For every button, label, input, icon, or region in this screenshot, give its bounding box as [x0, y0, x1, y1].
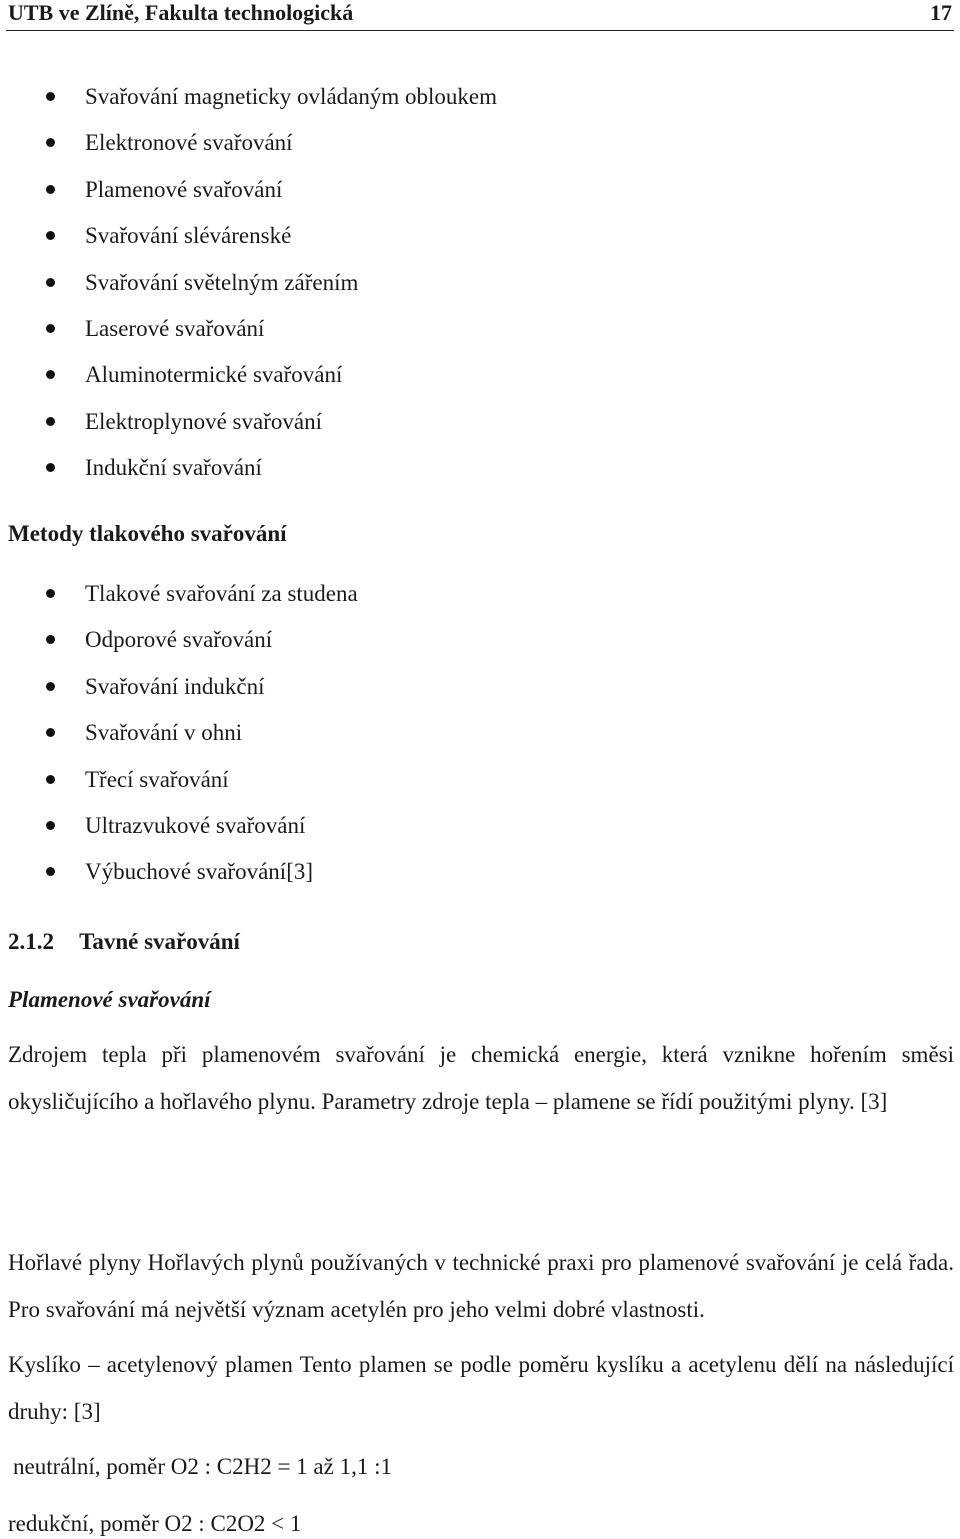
list-item-text: Výbuchové svařování[3]: [85, 859, 314, 885]
bullet-icon: [46, 775, 55, 784]
bullet-icon: [46, 728, 55, 737]
bullet-icon: [46, 324, 55, 333]
bullet-icon: [46, 138, 55, 147]
document-header-title: UTB ve Zlíně, Fakulta technologická: [8, 0, 354, 25]
bullet-icon: [46, 278, 55, 287]
bullet-icon: [46, 821, 55, 830]
list-item-text: Svařování indukční: [85, 673, 265, 699]
list-item: [0, 175, 960, 221]
section-heading: [8, 929, 240, 955]
list-item: [0, 857, 960, 903]
bullet-icon: [46, 185, 55, 194]
paragraph-combustible-gases: Hořlavé plyny Hořlavých plynů používaných v technické praxi pro plamenové svařování je celá řada. Pro svařování má největší význam acetylén pro jeho velmi dobré vlastnosti.: [8, 1250, 954, 1322]
paragraph-oxy-acetylene-flame: Kyslíko – acetylenový plamen Tento plamen se podle poměru kyslíku a acetylenu dělí na následující druhy: [3]: [8, 1352, 954, 1424]
bullet-icon: [46, 231, 55, 240]
list-item-text: Tlakové svařování za studena: [85, 581, 358, 606]
list-item-text: Elektroplynové svařování: [85, 408, 322, 434]
list-item: [0, 82, 960, 128]
list-item: [0, 221, 960, 267]
bullet-icon: [46, 635, 55, 644]
reducing-flame-line: redukční, poměr O2 : C2O2 < 1: [8, 1511, 302, 1536]
bullet-icon: [46, 589, 55, 598]
list-item: [0, 314, 960, 360]
list-item: [0, 718, 960, 764]
list-item-text: Ultrazvukové svařování: [85, 812, 306, 838]
list-item: [0, 672, 960, 718]
list-item-text: Svařování v ohni: [85, 720, 243, 746]
neutral-flame-line: neutrální, poměr O2 : C2H2 = 1 až 1,1 :1: [13, 1454, 392, 1479]
section-number: 2.1.2: [8, 929, 54, 954]
bullet-icon: [46, 867, 55, 876]
pressure-welding-heading: Metody tlakového svařování: [8, 521, 287, 546]
list-item: [0, 407, 960, 453]
list-item-text: Aluminotermické svařování: [85, 362, 343, 388]
list-item-text: Svařování světelným zářením: [85, 269, 359, 295]
list-item: [0, 268, 960, 314]
fusion-methods-list: [0, 82, 960, 500]
page-number: 17: [930, 0, 952, 25]
list-item-text: Odporové svařování: [85, 627, 273, 653]
list-item-text: Elektronové svařování: [85, 130, 293, 156]
bullet-icon: [46, 682, 55, 691]
list-item-text: Indukční svařování: [85, 455, 262, 481]
paragraph-heat-source: Zdrojem tepla při plamenovém svařování je chemická energie, která vznikne hořením směsi okysličujícího a hořlavého plynu. Parametry zdroje tepla – plamene se řídí použitými plyny. [3]: [8, 1042, 954, 1114]
list-item-text: Třecí svařování: [85, 766, 229, 792]
list-item-text: Svařování slévárenské: [85, 223, 292, 249]
list-item-text: Plamenové svařování: [85, 176, 283, 202]
bullet-icon: [46, 92, 55, 101]
subsection-heading: Plamenové svařování: [8, 987, 211, 1012]
list-item-text: Laserové svařování: [85, 315, 265, 341]
section-title: Tavné svařování: [79, 929, 240, 954]
bullet-icon: [46, 370, 55, 379]
bullet-icon: [46, 417, 55, 426]
list-item: [0, 360, 960, 406]
list-item: [0, 579, 960, 625]
list-item: [0, 765, 960, 811]
list-item: [0, 128, 960, 174]
list-item-text: Svařování magneticky ovládaným obloukem: [85, 84, 497, 109]
list-item: [0, 453, 960, 499]
list-item: [0, 811, 960, 857]
pressure-methods-list: [0, 579, 960, 904]
page-header: [6, 0, 954, 31]
list-item: [0, 625, 960, 671]
bullet-icon: [46, 463, 55, 472]
